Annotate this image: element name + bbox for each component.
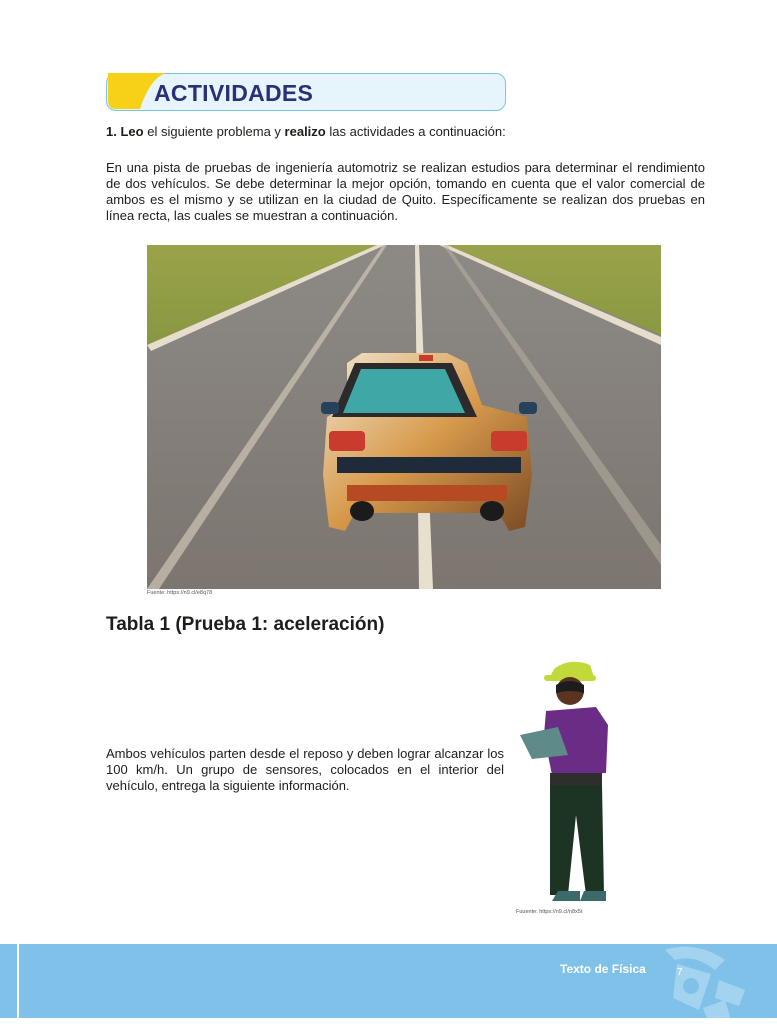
rocket-watermark-icon <box>655 940 755 1024</box>
person-credit: Fuuente: https://n9.cl/n8x5t <box>516 909 583 915</box>
instruction-text-2: las actividades a continuación: <box>329 124 506 139</box>
instruction-verb-1: Leo <box>120 124 144 139</box>
instruction-text-1: el siguiente problema y <box>147 124 281 139</box>
footer-divider <box>17 944 19 1024</box>
engineer-with-clipboard-illustration <box>510 655 620 907</box>
car-on-track-illustration <box>147 245 661 589</box>
body-paragraph: Ambos vehículos parten desde el reposo y deben lograr alcanzar los 100 km/h. Un grupo de sensores, colocados en el interior del vehículo, entrega la siguiente información. <box>106 746 504 793</box>
intro-paragraph: En una pista de pruebas de ingeniería automotriz se realizan estudios para determinar el rendimiento de dos vehículos. Se debe determinar la mejor opción, tomando en cuenta que el valor comercial de ambos es el mismo y se utilizan en la ciudad de Quito. Específicamente se realizan dos pruebas en línea recta, las cuales se muestran a continuación. <box>106 160 705 223</box>
table-title: Tabla 1 (Prueba 1: aceleración) <box>106 614 385 635</box>
instruction-line <box>106 124 506 139</box>
page-number: 7 <box>677 967 683 978</box>
footer-book-title: Texto de Física <box>560 962 646 976</box>
section-title: ACTIVIDADES <box>154 80 314 106</box>
instruction-number: 1. <box>106 124 117 139</box>
photo-credit: Fuente: https://n9.cl/e8q78 <box>147 590 213 596</box>
instruction-verb-2: realizo <box>284 124 326 139</box>
bottom-strip <box>0 1018 777 1024</box>
